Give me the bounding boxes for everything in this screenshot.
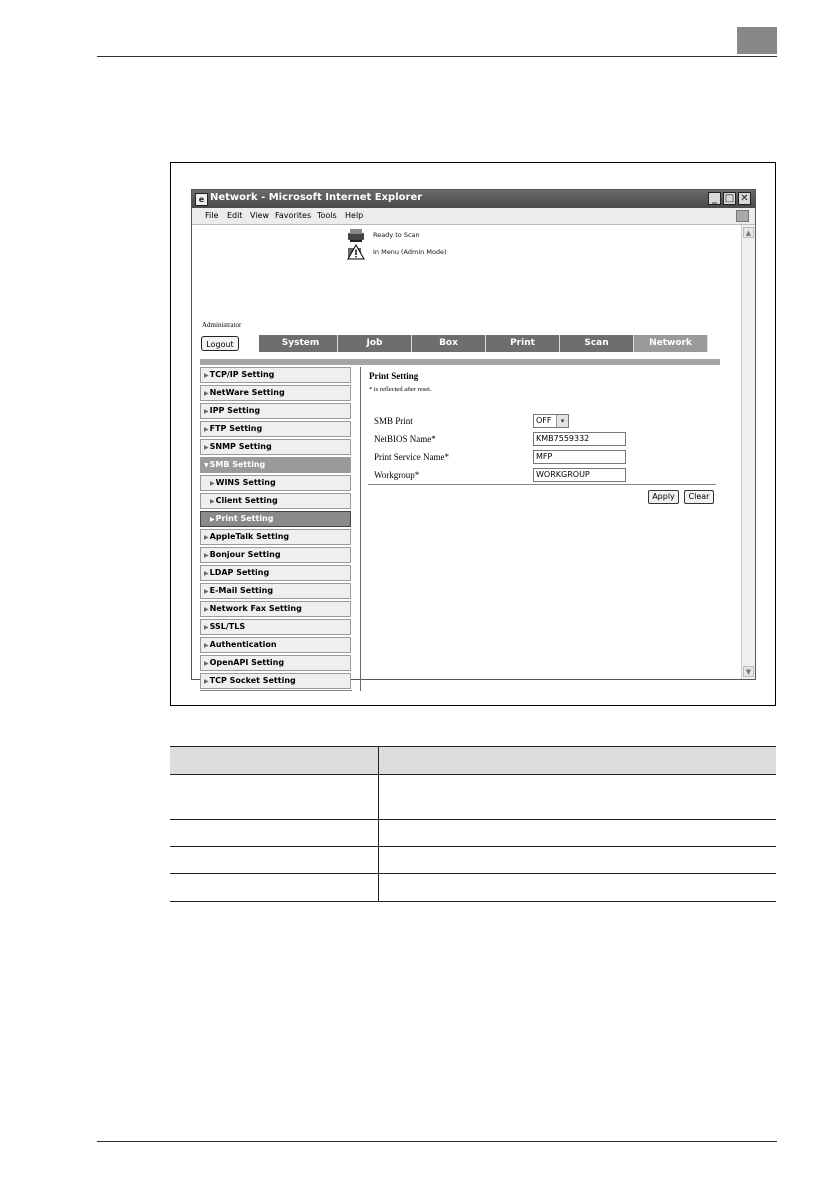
table-header-cell — [379, 747, 777, 775]
sidebar-item-snmp[interactable]: ▶SNMP Setting — [200, 439, 351, 455]
smb-print-label: SMB Print — [374, 416, 413, 426]
netbios-name-label: NetBIOS Name* — [374, 434, 436, 444]
logout-button[interactable]: Logout — [201, 336, 239, 351]
apply-button[interactable]: Apply — [648, 490, 679, 504]
table-cell — [379, 874, 777, 902]
table-cell — [170, 820, 379, 847]
smb-print-select[interactable] — [533, 414, 569, 428]
sidebar-item-tcpip[interactable]: ▶TCP/IP Setting — [200, 367, 351, 383]
expand-arrow-icon: ▶ — [204, 408, 209, 415]
sidebar-item-netware[interactable]: ▶NetWare Setting — [200, 385, 351, 401]
menu-help[interactable]: Help — [345, 211, 364, 220]
sidebar-item-openapi[interactable]: ▶OpenAPI Setting — [200, 655, 351, 671]
table-row — [170, 820, 776, 847]
sidebar-item-bonjour[interactable]: ▶Bonjour Setting — [200, 547, 351, 563]
footer-rule — [97, 1141, 777, 1142]
expand-arrow-icon: ▶ — [204, 624, 209, 631]
page-title: Print Setting — [369, 371, 419, 381]
scroll-down-icon[interactable]: ▼ — [743, 666, 754, 677]
menu-edit[interactable]: Edit — [227, 211, 243, 220]
scroll-up-icon[interactable]: ▲ — [743, 227, 754, 238]
sidebar-item-authentication[interactable]: ▶Authentication — [200, 637, 351, 653]
tab-scan[interactable]: Scan — [560, 335, 634, 352]
sidebar-item-ftp[interactable]: ▶FTP Setting — [200, 421, 351, 437]
windows-logo-icon — [736, 210, 749, 222]
sidebar-item-wins[interactable]: ▶WINS Setting — [200, 475, 351, 491]
tab-box[interactable]: Box — [412, 335, 486, 352]
expand-arrow-icon: ▶ — [210, 480, 215, 487]
sidebar-item-smb[interactable]: ▼SMB Setting — [200, 457, 351, 473]
sidebar-item-tcp-socket[interactable]: ▶TCP Socket Setting — [200, 673, 351, 689]
menu-favorites[interactable]: Favorites — [275, 211, 312, 220]
sidebar-item-appletalk[interactable]: ▶AppleTalk Setting — [200, 529, 351, 545]
scanner-status: Ready to Scan — [373, 231, 420, 239]
table-cell — [170, 775, 379, 820]
table-row — [170, 775, 776, 820]
print-service-name-label: Print Service Name* — [374, 452, 449, 462]
maximize-button[interactable]: □ — [724, 193, 735, 204]
menu-bar — [192, 208, 755, 225]
header-rule — [97, 56, 777, 57]
expand-arrow-icon: ▶ — [204, 426, 209, 433]
expand-arrow-icon: ▶ — [204, 660, 209, 667]
expand-arrow-icon: ▶ — [210, 498, 215, 505]
tab-system[interactable]: System — [264, 335, 338, 352]
sidebar-item-ipp[interactable]: ▶IPP Setting — [200, 403, 351, 419]
form-divider — [368, 484, 716, 485]
smb-print-value: OFF — [536, 416, 552, 425]
reset-note: * is reflected after reset. — [369, 386, 432, 393]
minimize-button[interactable]: _ — [708, 192, 721, 205]
sidebar-item-print-setting[interactable]: ▶Print Setting — [200, 511, 351, 527]
expand-arrow-icon: ▶ — [204, 678, 209, 685]
user-label: Administrator — [202, 321, 242, 329]
table-cell — [170, 847, 379, 874]
browser-window — [191, 189, 756, 685]
chevron-down-icon: ▾ — [556, 415, 568, 427]
workgroup-input[interactable]: WORKGROUP — [533, 468, 626, 482]
expand-arrow-icon: ▶ — [204, 642, 209, 649]
expand-arrow-icon: ▶ — [204, 588, 209, 595]
sidebar-bottom-rule — [200, 690, 352, 691]
window-title: Network - Microsoft Internet Explorer — [210, 192, 423, 203]
collapse-arrow-icon: ▼ — [204, 462, 209, 469]
table-row — [170, 847, 776, 874]
menu-view[interactable]: View — [250, 211, 269, 220]
clear-button[interactable]: Clear — [684, 490, 714, 504]
title-bar — [192, 190, 755, 208]
scanner-icon — [347, 227, 365, 243]
expand-arrow-icon: ▶ — [210, 516, 215, 523]
sidebar-item-client[interactable]: ▶Client Setting — [200, 493, 351, 509]
vertical-scrollbar[interactable] — [741, 225, 755, 679]
header-band — [200, 359, 720, 365]
sidebar-item-ldap[interactable]: ▶LDAP Setting — [200, 565, 351, 581]
close-button[interactable]: ✕ — [738, 192, 751, 205]
expand-arrow-icon: ▶ — [204, 444, 209, 451]
expand-arrow-icon: ▶ — [204, 570, 209, 577]
sidebar-item-network-fax[interactable]: ▶Network Fax Setting — [200, 601, 351, 617]
mode-status: In Menu (Admin Mode) — [373, 248, 447, 256]
tab-job[interactable]: Job — [338, 335, 412, 352]
content-divider — [360, 367, 361, 691]
expand-arrow-icon: ▶ — [204, 534, 209, 541]
sidebar-item-email[interactable]: ▶E-Mail Setting — [200, 583, 351, 599]
workgroup-label: Workgroup* — [374, 470, 420, 480]
tab-network[interactable]: Network — [634, 335, 708, 352]
netbios-name-input[interactable]: KMB7559332 — [533, 432, 626, 446]
print-service-name-input[interactable]: MFP — [533, 450, 626, 464]
table-cell — [379, 775, 777, 820]
ie-icon: e — [195, 193, 208, 206]
warning-icon — [347, 244, 365, 260]
expand-arrow-icon: ▶ — [204, 606, 209, 613]
table-cell — [379, 847, 777, 874]
table-row — [170, 874, 776, 902]
menu-file[interactable]: File — [205, 211, 219, 220]
expand-arrow-icon: ▶ — [204, 390, 209, 397]
settings-description-table — [170, 746, 776, 902]
tab-print[interactable]: Print — [486, 335, 560, 352]
menu-tools[interactable]: Tools — [317, 211, 337, 220]
table-cell — [170, 874, 379, 902]
table-header-cell — [170, 747, 379, 775]
page-content — [192, 225, 741, 685]
expand-arrow-icon: ▶ — [204, 372, 209, 379]
table-cell — [379, 820, 777, 847]
expand-arrow-icon: ▶ — [204, 552, 209, 559]
table-header-row — [170, 747, 776, 775]
sidebar-item-ssl-tls[interactable]: ▶SSL/TLS — [200, 619, 351, 635]
chapter-tab — [737, 27, 777, 54]
